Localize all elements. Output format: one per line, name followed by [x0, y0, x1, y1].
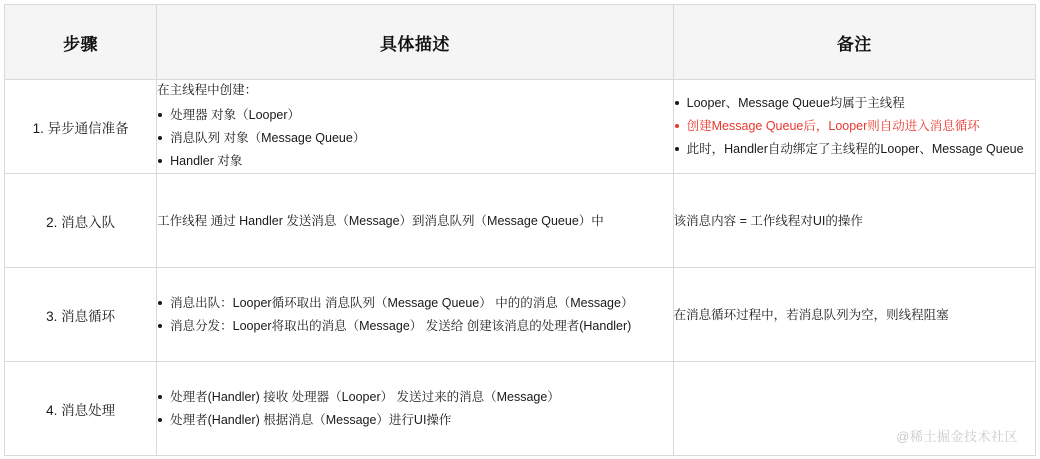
cell-note	[673, 174, 1035, 268]
cell-step: 1. 异步通信准备	[5, 80, 157, 174]
bullet-item: 此时，Handler自动绑定了主线程的Looper、Message Queue	[674, 138, 1035, 161]
table-row	[5, 80, 1036, 174]
bullet-item: 消息出队：Looper循环取出 消息队列（Message Queue） 中的的消息（Message）	[157, 292, 673, 315]
column-header-description: 具体描述	[157, 5, 674, 80]
table-sheet	[4, 4, 1036, 455]
table-row	[5, 174, 1036, 268]
bullet-item: 消息队列 对象（Message Queue）	[157, 127, 673, 150]
table-header	[5, 5, 1036, 80]
bullet-item: 处理者(Handler) 接收 处理器（Looper） 发送过来的消息（Message）	[157, 386, 673, 409]
bullet-item: 处理器 对象（Looper）	[157, 104, 673, 127]
column-header-step: 步骤	[5, 5, 157, 80]
cell-text-line: 该消息内容 = 工作线程对UI的操作	[673, 213, 863, 228]
watermark: @稀土掘金技术社区	[896, 429, 1018, 444]
bullet-item: Handler 对象	[157, 150, 673, 173]
cell-lead-text: 在主线程中创建：	[157, 83, 258, 97]
cell-description	[157, 174, 674, 268]
cell-step: 3. 消息循环	[5, 268, 157, 362]
cell-note	[673, 268, 1035, 362]
bullet-list	[674, 92, 1035, 161]
table-row	[5, 362, 1036, 456]
cell-note	[673, 80, 1035, 174]
cell-description	[157, 362, 674, 456]
cell-text-line: 在消息循环过程中，若消息队列为空，则线程阻塞	[673, 307, 949, 322]
process-table	[4, 4, 1036, 456]
column-header-note: 备注	[673, 5, 1035, 80]
table-body	[5, 80, 1036, 456]
cell-description	[157, 268, 674, 362]
bullet-list	[157, 104, 673, 173]
bullet-list	[157, 292, 673, 338]
bullet-list	[157, 386, 673, 432]
cell-description	[157, 80, 674, 174]
bullet-item: 消息分发：Looper将取出的消息（Message） 发送给 创建该消息的处理者(Handler)	[157, 315, 673, 338]
cell-step: 2. 消息入队	[5, 174, 157, 268]
bullet-item: 创建Message Queue后，Looper则自动进入消息循环	[674, 115, 1035, 138]
table-row	[5, 268, 1036, 362]
bullet-item: Looper、Message Queue均属于主线程	[674, 92, 1035, 115]
cell-step: 4. 消息处理	[5, 362, 157, 456]
cell-text-line: 工作线程 通过 Handler 发送消息（Message）到消息队列（Message Queue）中	[157, 213, 604, 228]
bullet-item: 处理者(Handler) 根据消息（Message）进行UI操作	[157, 409, 673, 432]
table-header-row	[5, 5, 1036, 80]
